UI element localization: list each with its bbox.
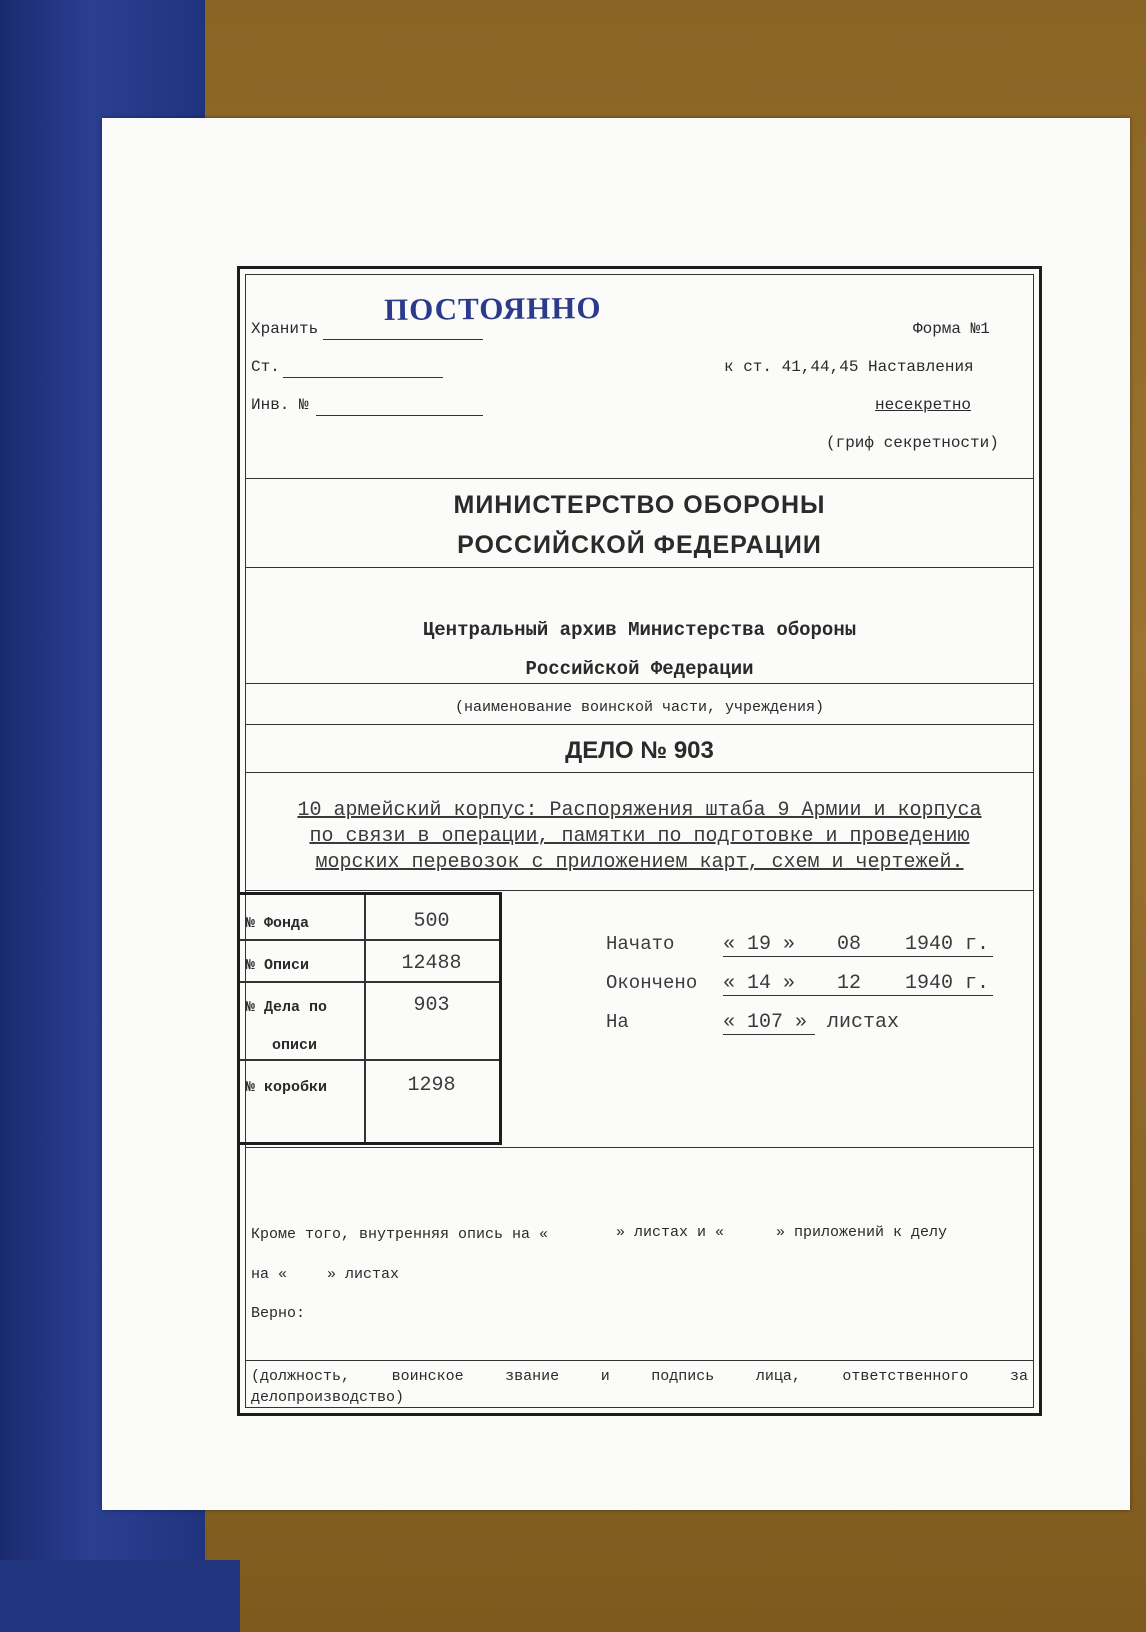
responsible-word: (должность, xyxy=(251,1368,351,1385)
divider xyxy=(245,890,1034,891)
inv-line xyxy=(316,396,483,416)
end-label: Окончено xyxy=(606,972,698,994)
secrecy-caption: (гриф секретности) xyxy=(826,434,999,452)
table-row-divider xyxy=(240,981,499,983)
sheets-value: « 107 » xyxy=(723,1011,808,1034)
form-reference: к ст. 41,44,45 Наставления xyxy=(724,358,974,376)
end-month: 12 xyxy=(837,972,862,995)
institution-caption: (наименование воинской части, учреждения) xyxy=(454,699,825,716)
institution-line-1: Центральный архив Министерства обороны xyxy=(422,619,857,641)
divider xyxy=(245,567,1034,568)
case-heading xyxy=(240,737,1039,765)
ministry-line-2: РОССИЙСКОЙ ФЕДЕРАЦИИ xyxy=(457,531,822,559)
internal-inventory-part-2: » листах и « xyxy=(616,1224,725,1241)
case-title: ДЕЛО № xyxy=(565,737,668,764)
fond-label: № Фонда xyxy=(246,915,310,932)
end-year: 1940 г. xyxy=(905,972,990,995)
box-value: 1298 xyxy=(407,1074,456,1097)
internal-inventory-part-1: Кроме того, внутренняя опись на « xyxy=(251,1226,549,1243)
table-row-divider xyxy=(240,939,499,941)
form-number: Форма №1 xyxy=(913,320,990,338)
sheets-suffix: листах xyxy=(827,1011,900,1034)
divider xyxy=(245,724,1034,725)
end-day: « 14 » xyxy=(723,972,796,995)
start-year: 1940 г. xyxy=(905,933,990,956)
sheets-label: На xyxy=(606,1011,629,1033)
responsible-word: и xyxy=(600,1368,610,1385)
case-number: 903 xyxy=(673,737,714,764)
description-line-2: по связи в операции, памятки по подготовке и проведению xyxy=(309,825,970,848)
responsible-caption xyxy=(251,1368,1028,1385)
responsible-word: за xyxy=(1009,1368,1028,1385)
institution-line-2: Российской Федерации xyxy=(525,658,754,680)
divider xyxy=(245,683,1034,684)
start-label: Начато xyxy=(606,933,675,955)
store-line xyxy=(323,320,483,340)
internal-inventory-part-3: » приложений к делу xyxy=(776,1224,948,1241)
article-line xyxy=(283,358,443,378)
delo-label-line-1: № Дела по xyxy=(246,999,328,1016)
responsible-word: подпись xyxy=(651,1368,715,1385)
opis-label: № Описи xyxy=(246,957,310,974)
start-month: 08 xyxy=(837,933,862,956)
delo-value: 903 xyxy=(413,994,450,1017)
responsible-word: звание xyxy=(505,1368,560,1385)
responsible-word: ответственного xyxy=(842,1368,969,1385)
divider xyxy=(245,772,1034,773)
description-line-1: 10 армейский корпус: Распоряжения штаба 9 Армии и корпуса xyxy=(297,799,982,822)
divider xyxy=(245,1360,1034,1361)
form-frame xyxy=(237,266,1042,1416)
description-line-3: морских перевозок с приложением карт, схем и чертежей. xyxy=(315,851,964,874)
fond-value: 500 xyxy=(413,910,450,933)
divider xyxy=(245,478,1034,479)
opis-value: 12488 xyxy=(401,952,462,975)
responsible-word: воинское xyxy=(391,1368,464,1385)
delo-label-line-2: описи xyxy=(272,1037,318,1054)
article-label: Ст. xyxy=(251,358,280,376)
folder-spine-corner xyxy=(0,1560,240,1632)
verified-label: Верно: xyxy=(251,1305,306,1322)
start-day: « 19 » xyxy=(723,933,796,956)
inv-label: Инв. № xyxy=(251,396,309,414)
archive-table xyxy=(240,892,502,1145)
store-label: Хранить xyxy=(251,320,319,338)
permanent-stamp: ПОСТОЯННО xyxy=(383,290,602,327)
table-row-divider xyxy=(240,1059,499,1061)
box-label: № коробки xyxy=(246,1079,328,1096)
responsible-word: лица, xyxy=(755,1368,801,1385)
ministry-line-1: МИНИСТЕРСТВО ОБОРОНЫ xyxy=(453,491,826,519)
responsible-caption-line-2: делопроизводство) xyxy=(251,1389,405,1406)
on-sheets-part-1: на « xyxy=(251,1266,288,1283)
divider xyxy=(245,1147,1034,1148)
on-sheets-part-2: » листах xyxy=(327,1266,400,1283)
secrecy-value: несекретно xyxy=(875,396,972,414)
